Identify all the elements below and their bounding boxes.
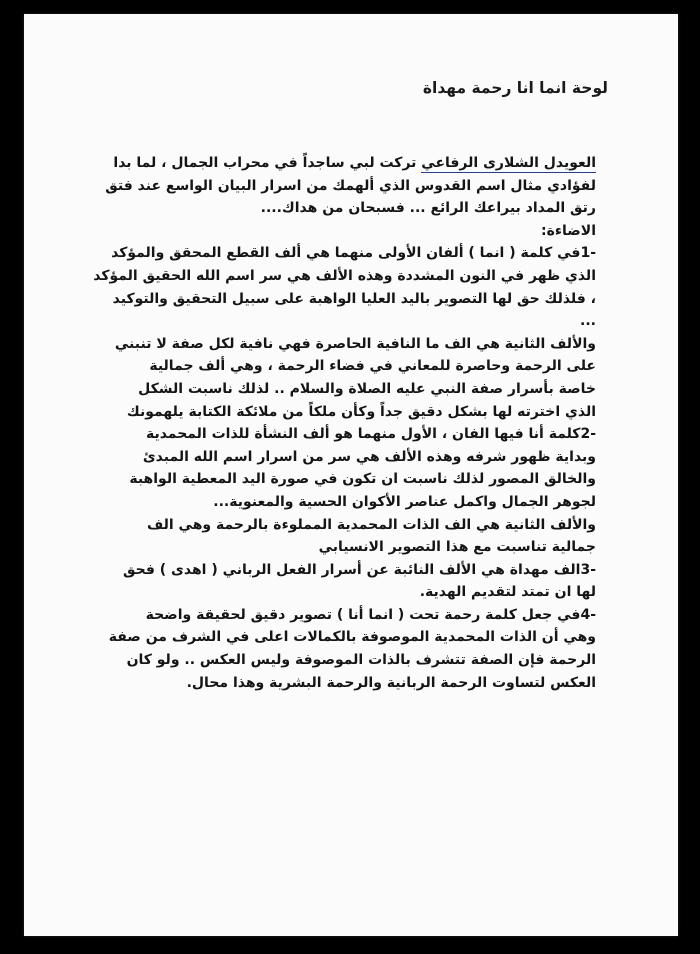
body-line: -1في كلمة ( انما ) ألفان الأولى منهما هي ألف القطع المحقق والمؤكد — [111, 245, 596, 262]
body-line: خاصة بأسرار صفة النبي عليه الصلاة والسلام .. لذلك ناسبت الشكل — [138, 380, 596, 397]
body-line: رتق المداد بيراعك الرائع ... فسبحان من هداك.... — [260, 200, 596, 217]
body-line: وهي أن الذات المحمدية الموصوفة بالكمالات اعلى في الشرف من صفة — [108, 629, 596, 646]
body-line: لفؤادي مثال اسم القدوس الذي ألهمك من اسرار البيان الواسع عند فتق — [105, 177, 596, 194]
body-line: والألف الثانية هي الف الذات المحمدية المملوءة بالرحمة وهي الف — [146, 516, 596, 533]
body-line: والخالق المصور لذلك ناسبت ان تكون في صورة اليد المعطية الواهبة — [129, 471, 596, 488]
body-line: العكس لتساوت الرحمة الربانية والرحمة البشرية وهذا محال. — [186, 674, 596, 691]
body-line: ... — [580, 313, 596, 330]
body-line: -4في جعل كلمة رحمة تحت ( انما أنا ) تصوير دقيق لحقيقة واضحة — [145, 606, 596, 623]
document-title: لوحة انما انا رحمة مهداة — [422, 79, 608, 97]
body-line: ، فلذلك حق لها التصوير باليد العليا الواهبة على سبيل التحقيق والتوكيد — [112, 290, 596, 307]
body-line: -3الف مهداة هي الألف النائبة عن أسرار الفعل الرباني ( اهدى ) فحق — [123, 561, 596, 578]
body-line: وبداية ظهور شرفه وهذه الألف هي سر من اسرار اسم الله المبدئ — [142, 448, 596, 465]
body-line: الرحمة فإن الصفة تتشرف بالذات الموصوفة وليس العكس .. ولو كان — [126, 652, 596, 669]
body-line: على الرحمة وحاصرة للمعاني في فضاء الرحمة ، وهي ألف جمالية — [149, 358, 596, 375]
body-line: لجوهر الجمال واكمل عناصر الأكوان الحسية والمعنوية... — [213, 493, 596, 510]
body-line: لها ان تمتد لتقديم الهدية. — [419, 584, 596, 601]
body-line: الذي ظهر في النون المشددة وهذه الألف هي سر اسم الله الحقيق المؤكد — [93, 267, 596, 284]
body-line: جمالية تناسبت مع هذا التصوير الانسيابي — [318, 539, 596, 556]
body-line: الذي اخترته لها بشكل دقيق جداً وكأن ملكاً من ملائكة الكتابة يلهمونك — [126, 403, 596, 420]
author-name: العويدل الشلارى الرفاعي — [421, 155, 596, 171]
body-line: -2كلمة أنا فيها الفان ، الأول منهما هو ألف النشأة للذات المحمدية — [145, 426, 596, 443]
first-line-rest: تركت لبي ساجداً في محراب الجمال ، لما بدا — [113, 155, 422, 171]
body-line: الاضاءة: — [540, 222, 596, 239]
body-line-1 — [113, 152, 596, 175]
body-line: والألف الثانية هي الف ما النافية الحاصرة فهي نافية لكل صفة لا تنبني — [114, 335, 596, 352]
document-body — [93, 152, 596, 694]
